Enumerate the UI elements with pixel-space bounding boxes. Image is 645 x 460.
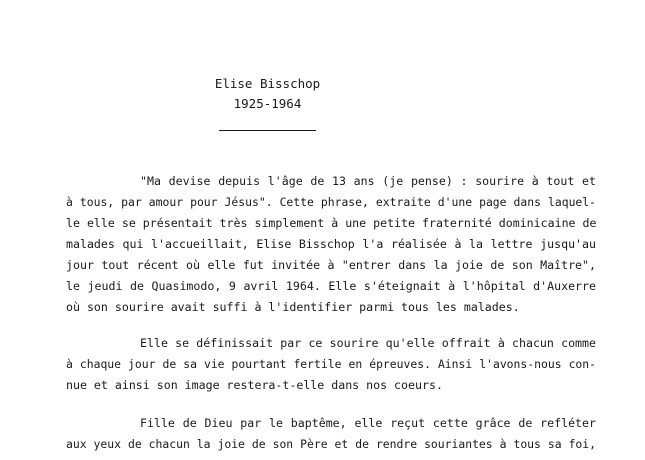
paragraph-1 [66,171,596,318]
paragraph-line: Fille de Dieu par le baptême, elle reçut cette grâce de refléter [140,416,596,430]
paragraph-line: malades qui l'accueillait, Elise Bisschop l'a réalisée à la lettre jusqu'au [66,237,596,251]
title-underline [219,130,316,131]
paragraph-line: à tous, par amour pour Jésus". Cette phrase, extraite d'une page dans laquel- [66,195,596,209]
paragraph-3 [66,413,596,455]
paragraph-line: "Ma devise depuis l'âge de 13 ans (je pense) : sourire à tout et [140,174,596,188]
paragraph-2 [66,333,596,396]
paragraph-line: le jeudi de Quasimodo, 9 avril 1964. Elle s'éteignait à l'hôpital d'Auxerre [66,279,596,293]
paragraph-line: le elle se présentait très simplement à une petite fraternité dominicaine de [66,216,596,230]
document-dates: 1925-1964 [233,96,302,111]
paragraph-line: où son sourire avait suffi à l'identifier parmi tous les malades. [66,300,520,314]
paragraph-line: nue et ainsi son image restera-t-elle dans nos coeurs. [66,378,443,392]
document-title: Elise Bisschop [214,76,321,91]
paragraph-line: à chaque jour de sa vie pourtant fertile en épreuves. Ainsi l'avons-nous con- [66,357,596,371]
paragraph-line: jour tout récent où elle fut invitée à "entrer dans la joie de son Maître", [66,258,596,272]
paragraph-line: aux yeux de chacun la joie de son Père et de rendre souriantes à tous sa foi, [66,437,596,451]
paragraph-line: Elle se définissait par ce sourire qu'elle offrait à chacun comme [140,336,596,350]
